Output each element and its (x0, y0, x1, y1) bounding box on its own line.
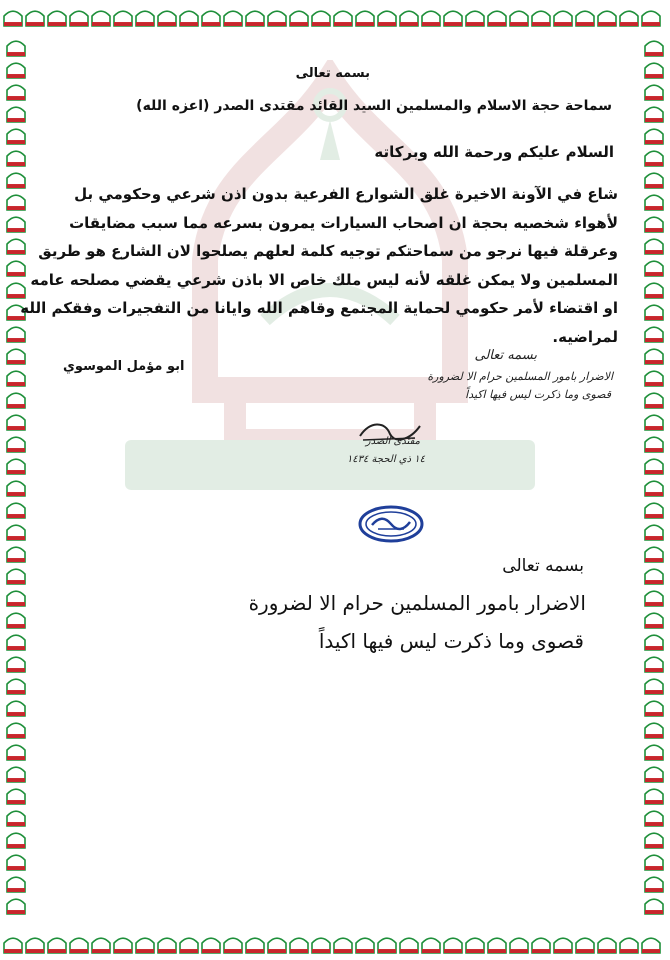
handwritten-reply (345, 348, 615, 498)
official-seal-stamp (358, 505, 424, 543)
reply-basmala: بسمه تعالى (502, 556, 584, 576)
letter-body-line: او اقتضاء لأمر حكومي لحماية المجتمع وقاهم الله وايانا من التفجيرات وفقكم الله (20, 299, 618, 317)
reply-line-2: قصوى وما ذكرت ليس فيها اكيداً (318, 629, 584, 653)
handwritten-basmala: بسمه تعالى (474, 348, 537, 363)
letter-greeting: السلام عليكم ورحمة الله وبركاته (374, 143, 614, 161)
letter-body-line: شاع في الآونة الاخيرة غلق الشوارع الفرعية بدون اذن شرعي وحكومي بل (74, 185, 618, 203)
handwritten-line-2: قصوى وما ذكرت ليس فيها اكيداً (465, 388, 611, 401)
letter-body-line: المسلمين ولا يمكن غلقه لأنه ليس ملك خاص الا باذن شرعي يقضي مصلحه عامه (30, 270, 618, 289)
handwritten-date: ١٤ ذي الحجة ١٤٣٤ (346, 454, 425, 465)
letter-body-line: وعرقلة فيها نرجو من سماحتكم توجيه كلمة لعلهم يصلحوا لان الشارع هو طريق (38, 242, 618, 260)
letter-body (20, 180, 618, 351)
letter-body-line: لمراضيه. (552, 327, 618, 346)
letter-signature: ابو مؤمل الموسوي (63, 359, 185, 374)
letter-body-line: لأهواء شخصيه بحجة ان اصحاب السيارات يمرون بسرعه مما سبب مضايقات (69, 213, 618, 232)
letter-basmala: بسمه تعالى (295, 66, 370, 81)
reply-line-1: الاضرار بامور المسلمين حرام الا لضرورة (248, 591, 586, 615)
handwritten-line-1: الاضرار بامور المسلمين حرام الا لضرورة (427, 370, 613, 383)
letter-address: سماحة حجة الاسلام والمسلمين السيد القائد مقتدى الصدر (اعزه الله) (136, 98, 612, 114)
handwritten-signed-name: مقتدى الصدر (365, 436, 420, 447)
